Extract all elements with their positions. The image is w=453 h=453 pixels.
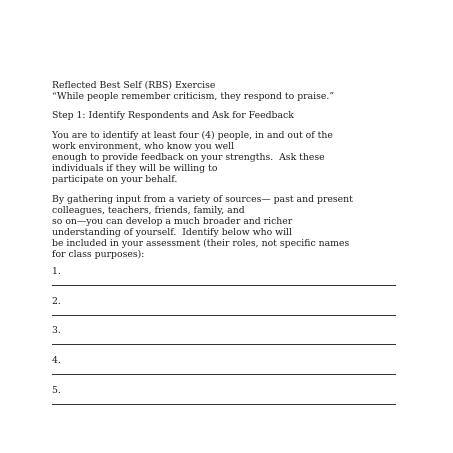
entry-number: 4. (52, 355, 61, 366)
quote: “While people remember criticism, they respond to praise.” (52, 91, 335, 102)
entry-blank-line[interactable] (52, 344, 396, 345)
entry-blank-line[interactable] (52, 404, 396, 405)
step-heading: Step 1: Identify Respondents and Ask for Feedback (52, 110, 294, 121)
document-title: Reflected Best Self (RBS) Exercise (52, 80, 216, 91)
paragraph2-line: for class purposes): (52, 249, 145, 260)
entry-number: 5. (52, 385, 61, 396)
entry-number: 3. (52, 325, 61, 336)
entry-blank-line[interactable] (52, 285, 396, 286)
paragraph1-line: participate on your behalf. (52, 174, 178, 185)
entry-blank-line[interactable] (52, 374, 396, 375)
paragraph2-line: colleagues, teachers, friends, family, and (52, 205, 245, 216)
entry-number: 1. (52, 266, 61, 277)
paragraph2-line: understanding of yourself. Identify below who will (52, 227, 293, 238)
paragraph1-line: You are to identify at least four (4) people, in and out of the (52, 130, 333, 141)
entry-number: 2. (52, 296, 61, 307)
entry-blank-line[interactable] (52, 315, 396, 316)
paragraph1-line: work environment, who know you well (52, 141, 235, 152)
paragraph1-line: individuals if they will be willing to (52, 163, 218, 174)
paragraph2-line: be included in your assessment (their roles, not specific names (52, 238, 350, 249)
paragraph2-line: By gathering input from a variety of sources— past and present (52, 194, 353, 205)
paragraph2-line: so on—you can develop a much broader and richer (52, 216, 293, 227)
paragraph1-line: enough to provide feedback on your strengths. Ask these (52, 152, 325, 163)
